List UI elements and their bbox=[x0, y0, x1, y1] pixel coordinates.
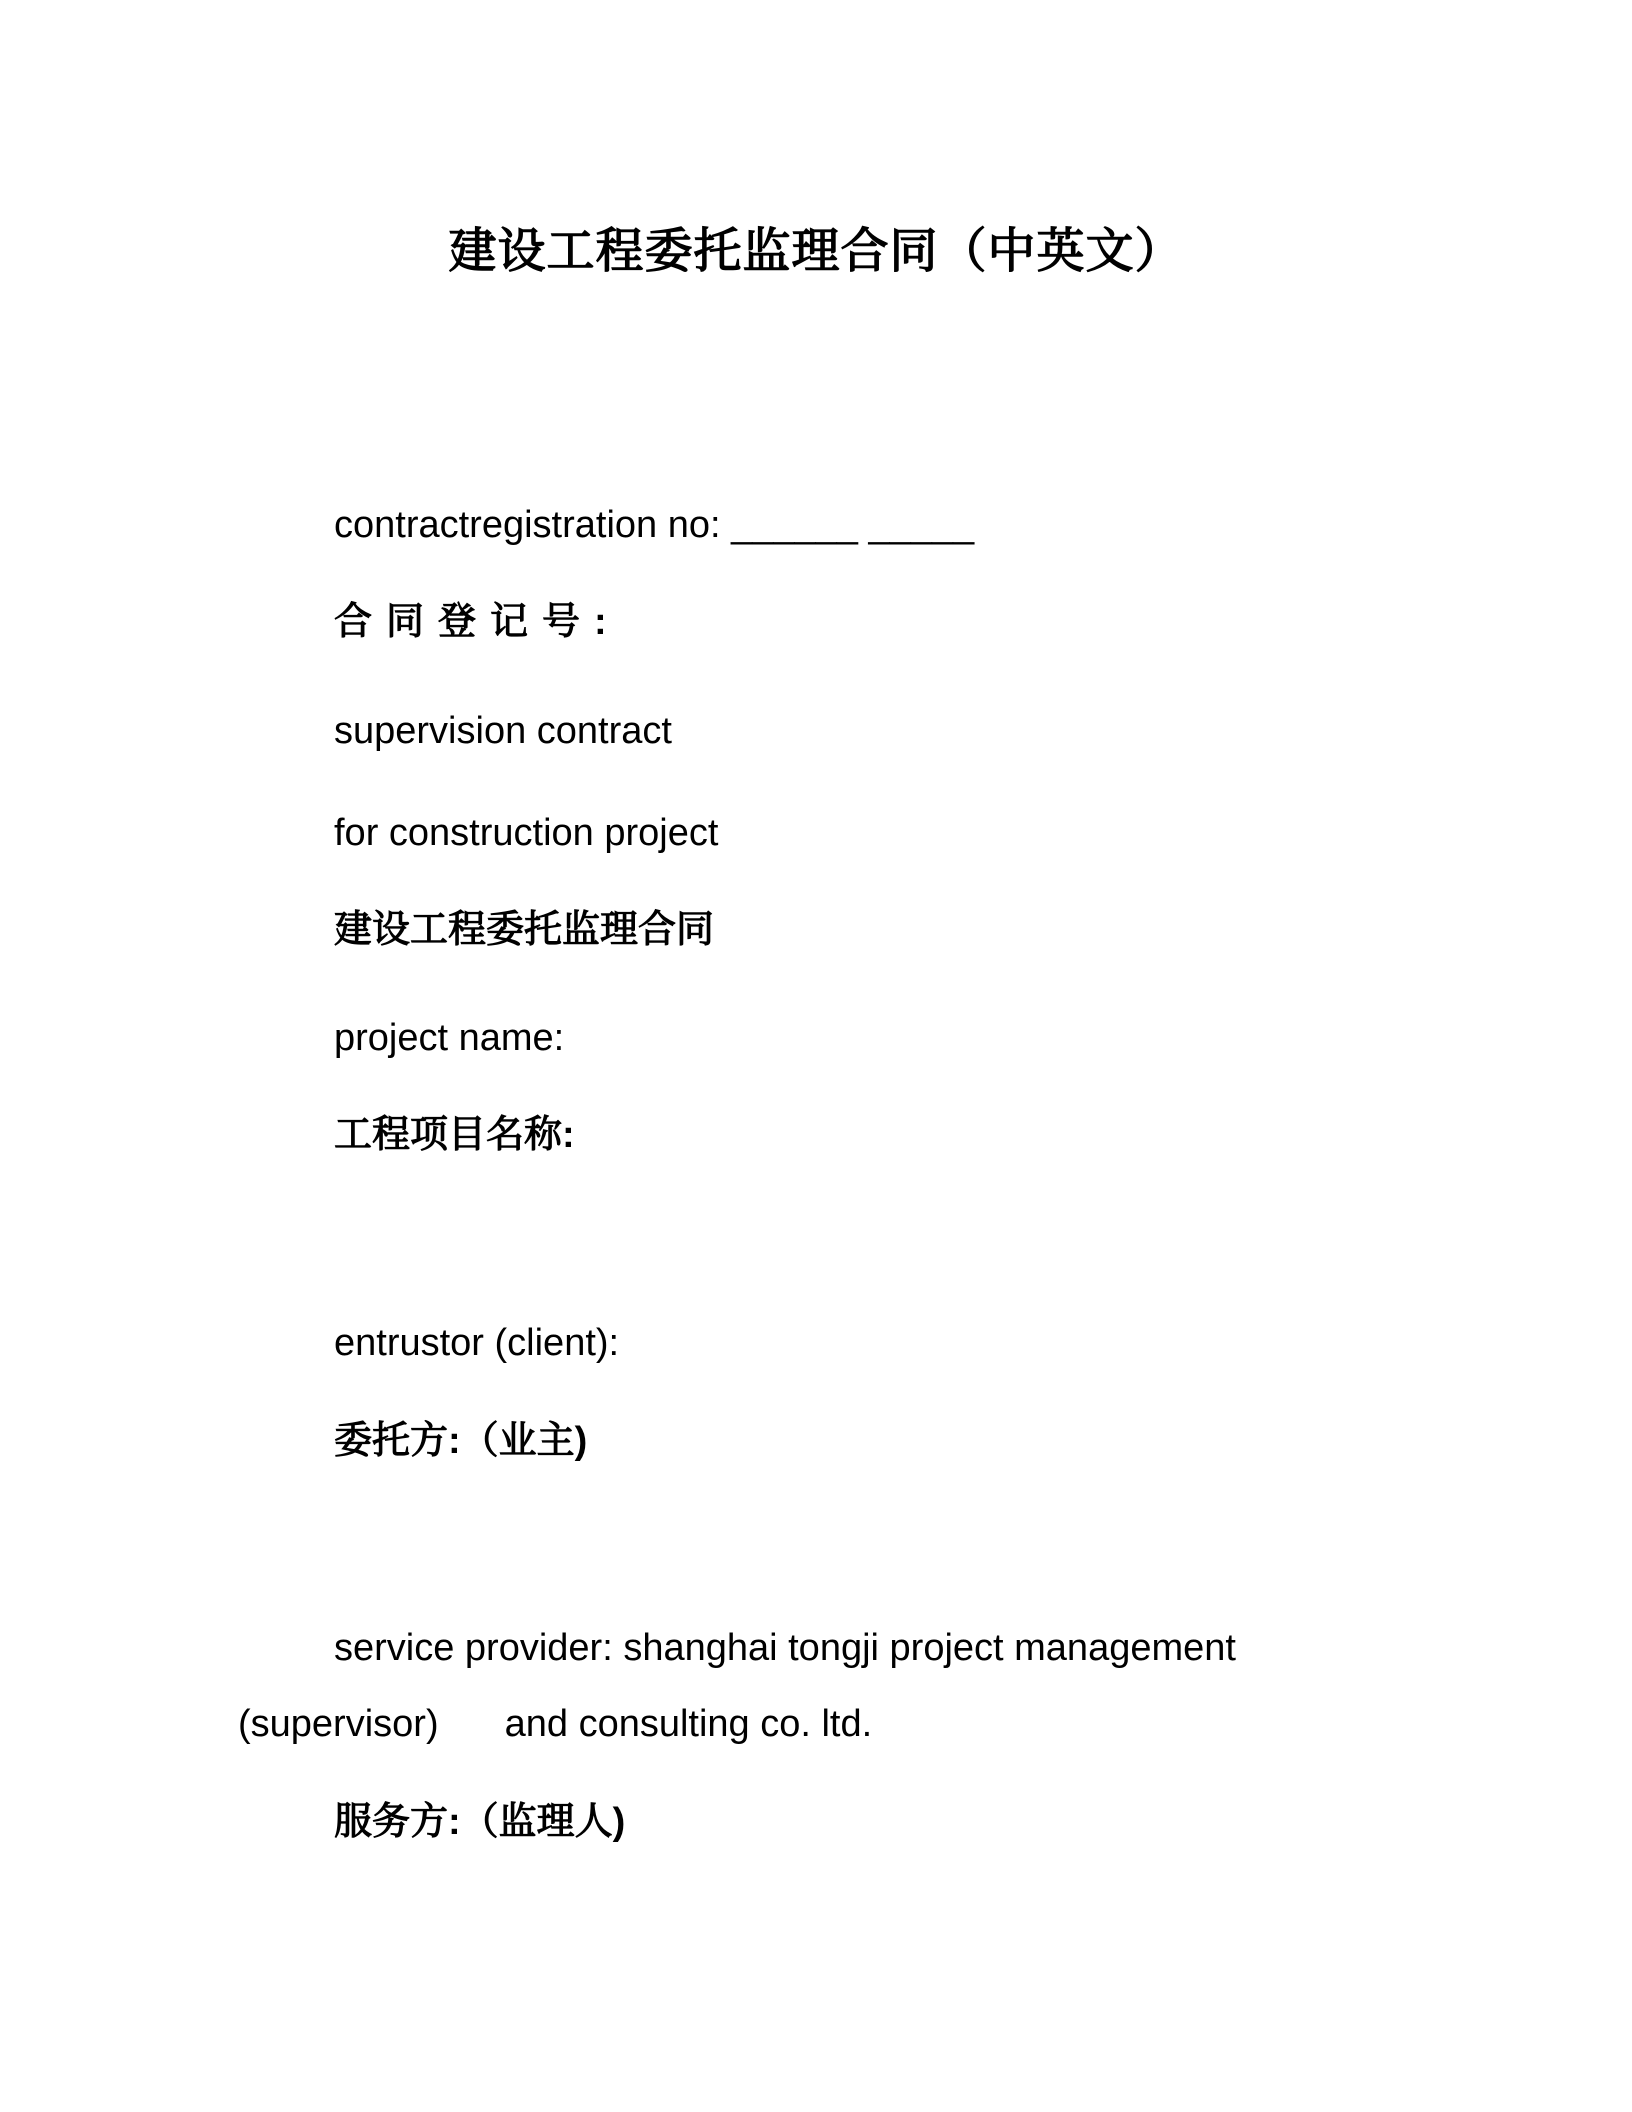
supervisor-label: (supervisor) bbox=[238, 1703, 439, 1745]
registration-number-en: contractregistration no: ______ _____ bbox=[334, 504, 975, 546]
service-provider-en-line2 bbox=[238, 1699, 872, 1749]
contract-name-en-line2: for construction project bbox=[334, 812, 719, 854]
contract-name-cn: 建设工程委托监理合同 bbox=[334, 909, 715, 951]
service-provider-cn: 服务方:（监理人) bbox=[334, 1801, 626, 1843]
document-title: 建设工程委托监理合同（中英文） bbox=[448, 225, 1184, 278]
registration-number-cn: 合同登记号: bbox=[334, 601, 621, 643]
service-provider-en-line1: service provider: shanghai tongji project management bbox=[334, 1627, 1236, 1669]
project-name-cn: 工程项目名称: bbox=[334, 1114, 575, 1156]
contract-name-en-line1: supervision contract bbox=[334, 710, 672, 752]
project-name-en: project name: bbox=[334, 1017, 565, 1059]
entrustor-en: entrustor (client): bbox=[334, 1322, 620, 1364]
entrustor-cn: 委托方:（业主) bbox=[334, 1420, 588, 1462]
provider-name-continuation: and consulting co. ltd. bbox=[504, 1703, 873, 1745]
